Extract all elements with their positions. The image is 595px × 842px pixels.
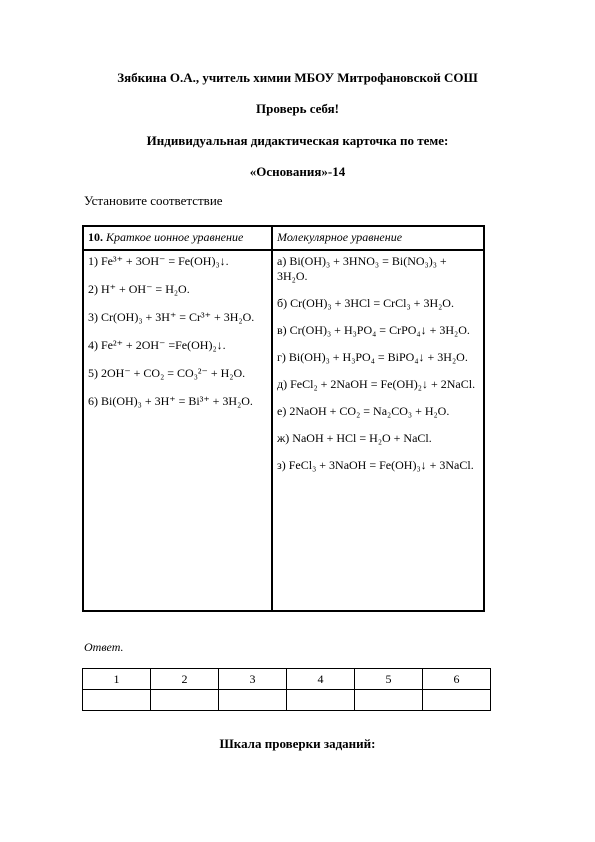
molecular-equation: е) 2NaOH + CO₂ = Na₂CO₃ + H₂O. — [277, 404, 450, 418]
molecular-equation: г) Bi(OH)₃ + H₃PO₄ = BiPO₄↓ + 3H₂O. — [277, 350, 468, 364]
author-line: Зябкина О.А., учитель химии МБОУ Митрофановской СОШ — [117, 70, 478, 85]
answer-cell-3[interactable] — [219, 690, 287, 711]
answer-input-row — [83, 690, 491, 711]
answer-cell-2[interactable] — [151, 690, 219, 711]
answer-table — [82, 668, 491, 711]
answer-column-4: 4 — [287, 669, 355, 690]
answer-column-2: 2 — [151, 669, 219, 690]
answer-header-row — [83, 669, 491, 690]
molecular-equations-cell — [272, 250, 484, 611]
ionic-equation: 4) Fe²⁺ + 2OH⁻ =Fe(OH)₂↓. — [88, 338, 226, 352]
ionic-equations-cell — [83, 250, 272, 611]
check-title: Проверь себя! — [256, 101, 339, 116]
answer-column-3: 3 — [219, 669, 287, 690]
card-title: Индивидуальная дидактическая карточка по теме: — [146, 133, 449, 148]
answer-cell-5[interactable] — [355, 690, 423, 711]
answer-column-1: 1 — [83, 669, 151, 690]
molecular-equation: ж) NaOH + HCl = H₂O + NaCl. — [277, 431, 432, 445]
answer-cell-6[interactable] — [423, 690, 491, 711]
ionic-equation: 2) H⁺ + OH⁻ = H₂O. — [88, 282, 190, 296]
answer-label: Ответ. — [84, 640, 124, 654]
ionic-column-header: 10. Краткое ионное уравнение — [83, 226, 272, 250]
molecular-equation: д) FeCl₂ + 2NaOH = Fe(OH)₂↓ + 2NaCl. — [277, 377, 476, 391]
molecular-equation: з) FeCl₃ + 3NaOH = Fe(OH)₃↓ + 3NaCl. — [277, 458, 474, 472]
answer-column-5: 5 — [355, 669, 423, 690]
task-number: 10. — [88, 230, 103, 244]
molecular-equation: в) Cr(OH)₃ + H₃PO₄ = CrPO₄↓ + 3H₂O. — [277, 323, 470, 337]
matching-table — [82, 225, 485, 612]
instruction-text: Установите соответствие — [84, 193, 223, 208]
answer-cell-1[interactable] — [83, 690, 151, 711]
answer-cell-4[interactable] — [287, 690, 355, 711]
topic-title: «Основания»-14 — [249, 164, 346, 179]
molecular-equation: а) Bi(OH)₃ + 3HNO₃ = Bi(NO₃)₃ + 3H₂O. — [277, 254, 447, 283]
answer-column-6: 6 — [423, 669, 491, 690]
molecular-column-header: Молекулярное уравнение — [272, 226, 484, 250]
ionic-equation: 6) Bi(OH)₃ + 3H⁺ = Bi³⁺ + 3H₂O. — [88, 394, 253, 408]
ionic-equation: 5) 2OH⁻ + CO₂ = CO₃²⁻ + H₂O. — [88, 366, 246, 380]
ionic-equation: 1) Fe³⁺ + 3OH⁻ = Fe(OH)₃↓. — [88, 254, 229, 268]
ionic-equation: 3) Cr(OH)₃ + 3H⁺ = Cr³⁺ + 3H₂O. — [88, 310, 255, 324]
molecular-equation: б) Cr(OH)₃ + 3HCl = CrCl₃ + 3H₂O. — [277, 296, 454, 310]
scale-title: Шкала проверки заданий: — [219, 736, 376, 751]
